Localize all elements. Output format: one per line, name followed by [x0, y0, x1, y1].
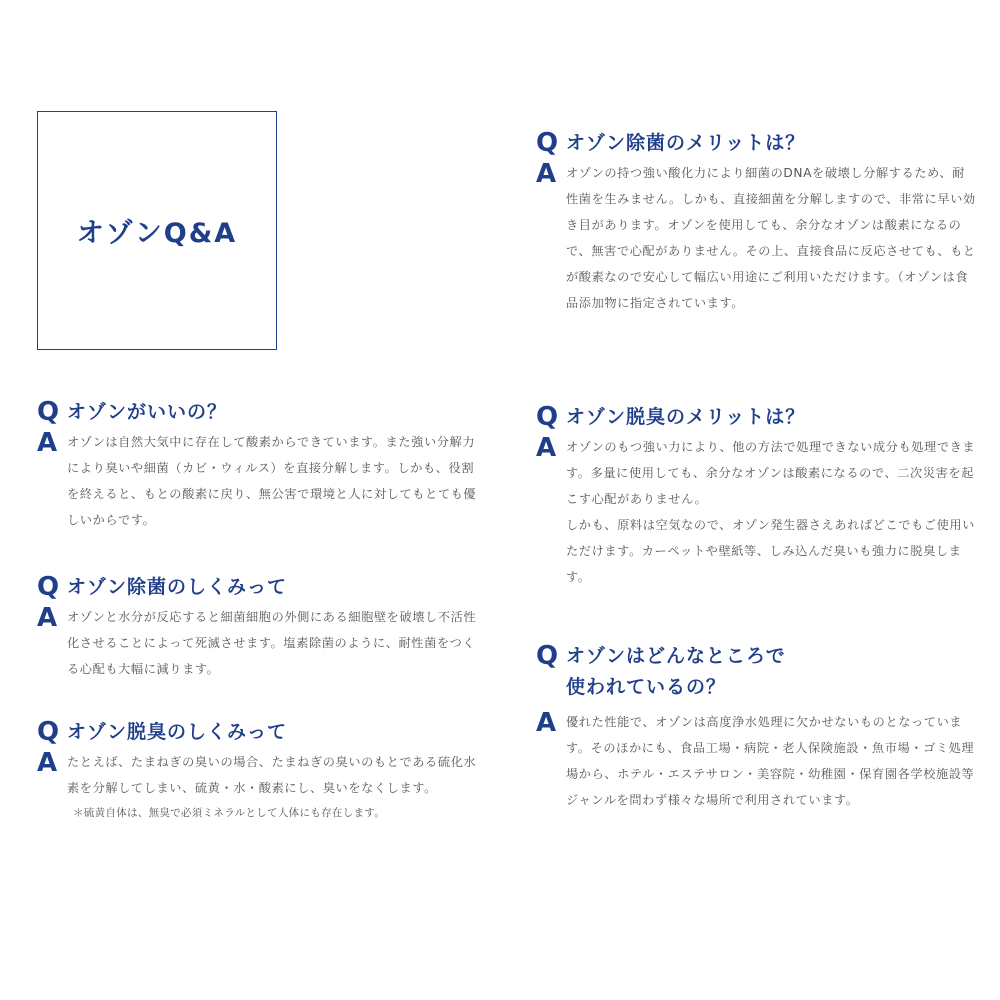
qa-item-deodorization-merit [536, 402, 976, 590]
q-marker: Q [37, 572, 60, 602]
answer-continued: しかも、原料は空気なので、オゾン発生器さえあればどこでもご使用いただけます。カーペットや壁紙等、しみ込んだ臭いも強力に脱臭します。 [566, 518, 975, 584]
answer: オゾンのもつ強い力により、他の方法で処理できない成分も処理できます。多量に使用しても、余分なオゾンは酸素になるので、二次災害を起こす心配がありません。 [566, 440, 976, 506]
qa-item-usage-places [536, 641, 976, 813]
q-marker: Q [37, 397, 60, 427]
q-marker: Q [536, 641, 559, 671]
answer: たとえば、たまねぎの臭いの場合、たまねぎの臭いのもとである硫化水素を分解してしまい、硫黄・水・酸素にし、臭いをなくします。 [67, 755, 477, 795]
qa-item-sterilization-mechanism [37, 572, 477, 682]
footnote: ＊硫黄自体は、無臭で必須ミネラルとして人体にも存在します。 [73, 807, 386, 819]
question: オゾン除菌のメリットは？ [566, 132, 806, 154]
question: オゾン脱臭のメリットは？ [566, 406, 806, 428]
question-line-2: 使われているの？ [566, 676, 727, 698]
title-box [37, 111, 277, 350]
a-marker: A [37, 603, 58, 633]
answer: 優れた性能で、オゾンは高度浄水処理に欠かせないものとなっています。そのほかにも、食品工場・病院・老人保険施設・魚市場・ゴミ処理場から、ホテル・エステサロン・美容院・幼稚園・保育園各学校施設等ジャンルを問わず様々な場所で利用されています。 [566, 715, 975, 807]
qa-item-ozone-good [37, 397, 477, 533]
a-marker: A [37, 748, 58, 778]
answer: オゾンと水分が反応すると細菌細胞の外側にある細胞壁を破壊し不活性化させることによって死滅させます。塩素除菌のように、耐性菌をつくる心配も大幅に減ります。 [67, 610, 477, 676]
question: オゾンがいいの？ [67, 401, 228, 423]
question: オゾン除菌のしくみって [67, 576, 288, 598]
question: オゾン脱臭のしくみって [67, 721, 288, 743]
page-title: オゾンQ&A [76, 218, 238, 249]
a-marker: A [37, 428, 58, 458]
q-marker: Q [536, 128, 559, 158]
a-marker: A [536, 708, 557, 738]
answer: オゾンの持つ強い酸化力により細菌のDNAを破壊し分解するため、耐性菌を生みません。しかも、直接細菌を分解しますので、非常に早い効き目があります。オゾンを使用しても、余分なオゾンは酸素になるので、無害で心配がありません。その上、直接食品に反応させても、もとが酸素なので安心して幅広い用途にご利用いただけます。（オゾンは食品添加物に指定されています。 [566, 166, 976, 310]
q-marker: Q [37, 717, 60, 747]
qa-item-deodorization-mechanism [37, 717, 477, 821]
qa-item-sterilization-merit [536, 128, 976, 316]
a-marker: A [536, 159, 557, 189]
a-marker: A [536, 433, 557, 463]
question-line-1: オゾンはどんなところで [566, 645, 786, 667]
q-marker: Q [536, 402, 559, 432]
answer: オゾンは自然大気中に存在して酸素からできています。また強い分解力により臭いや細菌（カビ・ウィルス）を直接分解します。しかも、役割を終えると、もとの酸素に戻り、無公害で環境と人に対してもとても優しいからです。 [67, 435, 477, 527]
